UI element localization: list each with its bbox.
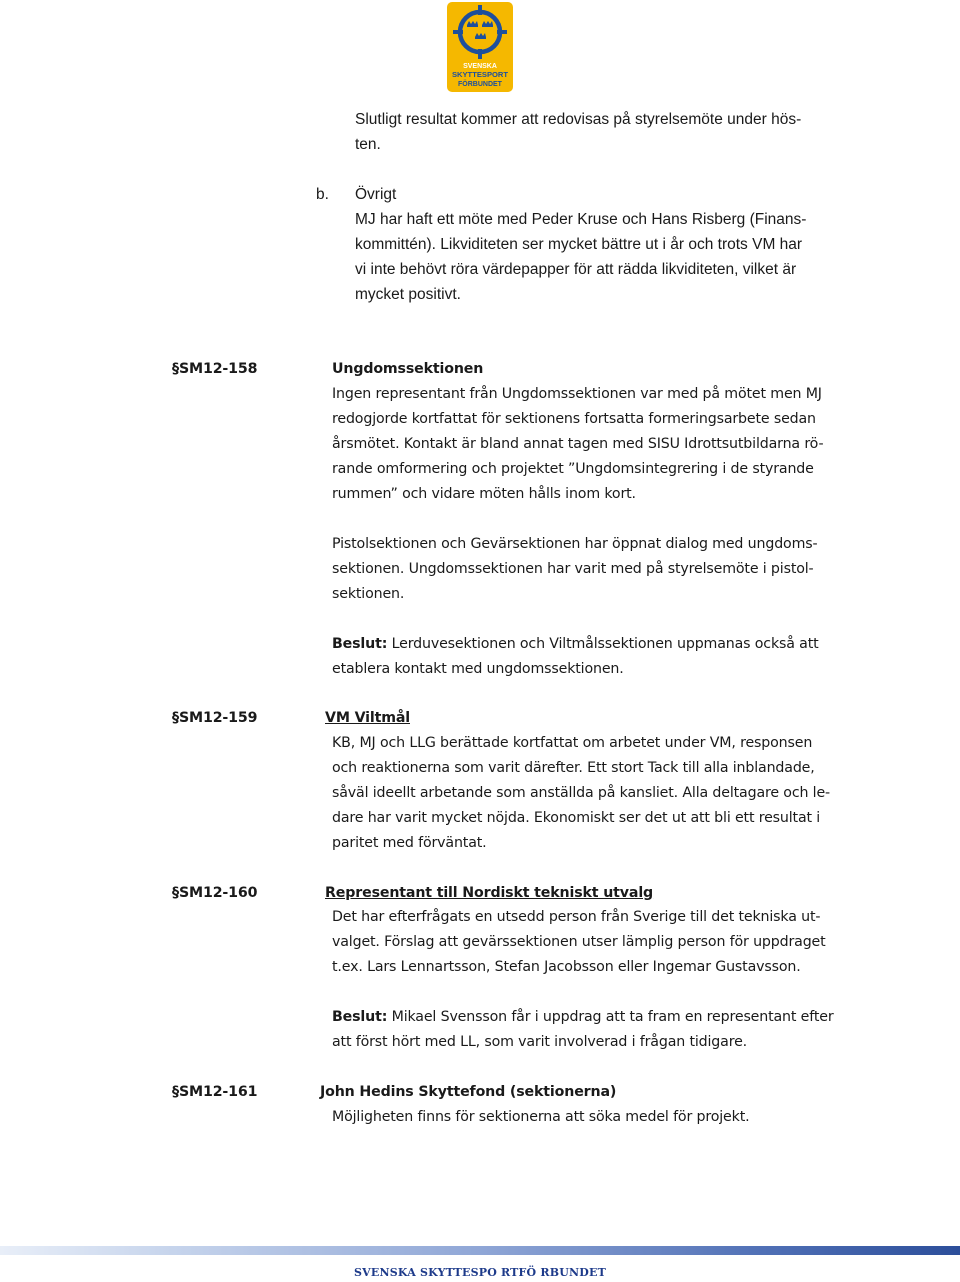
paragraph-line: KB, MJ och LLG berättade kortfattat om arbetet under VM, responsen (332, 735, 813, 751)
paragraph-line: sektionen. (332, 586, 405, 602)
paragraph-line: dare har varit mycket nöjda. Ekonomiskt ser det ut att bli ett resultat i (332, 810, 821, 826)
ovrigt-line-3: vi inte behövt röra värdepapper för att rädda likviditeten, vilket är (355, 261, 797, 278)
decision-label: Beslut: (332, 1009, 388, 1025)
paragraph-line: Pistolsektionen och Gevärsektionen har öppnat dialog med ungdoms- (332, 536, 818, 552)
decision-line: etablera kontakt med ungdomssektionen. (332, 661, 624, 677)
decision-text: Lerduvesektionen och Viltmålssektionen uppmanas också att (387, 636, 819, 652)
decision-text: Mikael Svensson får i uppdrag att ta fram en representant efter (387, 1009, 834, 1025)
decision-line: att först hört med LL, som varit involverad i frågan tidigare. (332, 1034, 748, 1050)
paragraph-line: paritet med förväntat. (332, 835, 487, 851)
paragraph-line: Möjligheten finns för sektionerna att söka medel för projekt. (332, 1109, 750, 1125)
crosshair-right (497, 30, 507, 34)
ovrigt-heading: Övrigt (355, 186, 397, 203)
list-marker: b. (316, 186, 329, 203)
paragraph-line: Ingen representant från Ungdomssektionen var med på mötet men MJ (332, 386, 822, 402)
paragraph-line: sektionen. Ungdomssektionen har varit med på styrelsemöte i pistol- (332, 561, 814, 577)
section-title: John Hedins Skyttefond (sektionerna) (320, 1084, 617, 1100)
section-number: §SM12-159 (172, 710, 258, 726)
logo-line3: FÖRBUNDET (458, 81, 502, 88)
decision-label: Beslut: (332, 636, 388, 652)
logo-line1: SVENSKA (463, 63, 497, 70)
intro-line-2: ten. (355, 136, 381, 153)
section-number: §SM12-160 (172, 885, 258, 901)
section-title: Ungdomssektionen (332, 361, 484, 377)
paragraph-line: och reaktionerna som varit därefter. Ett stort Tack till alla inblandade, (332, 760, 815, 776)
section-title: VM Viltmål (325, 710, 410, 726)
paragraph-line: redogjorde kortfattat för sektionens fortsatta formeringsarbete sedan (332, 411, 816, 427)
footer-text: SVENSKA SKYTTESPO RTFÖ RBUNDET (354, 1266, 606, 1279)
crosshair-left (453, 30, 463, 34)
decision-line (332, 1005, 834, 1030)
paragraph-line: årsmötet. Kontakt är bland annat tagen med SISU Idrottsutbildarna rö- (332, 436, 824, 452)
paragraph-line: valget. Förslag att gevärssektionen utser lämplig person för uppdraget (332, 934, 826, 950)
ovrigt-line-4: mycket positivt. (355, 286, 461, 303)
paragraph-line: rummen” och vidare möten hålls inom kort. (332, 486, 636, 502)
logo-line2: SKYTTESPORT (451, 70, 509, 79)
section-title: Representant till Nordiskt tekniskt utvalg (325, 885, 654, 901)
section-number: §SM12-161 (172, 1084, 258, 1100)
paragraph-line: rande omformering och projektet ”Ungdomsintegrering i de styrande (332, 461, 814, 477)
paragraph-line: såväl ideellt arbetande som anställda på kansliet. Alla deltagare och le- (332, 785, 831, 801)
federation-logo (447, 2, 513, 92)
crosshair-top (478, 5, 482, 15)
paragraph-line: Det har efterfrågats en utsedd person från Sverige till det tekniska ut- (332, 909, 821, 925)
ovrigt-line-2: kommittén). Likviditeten ser mycket bättre ut i år och trots VM har (355, 236, 803, 253)
footer-bar (0, 1246, 960, 1255)
section-number: §SM12-158 (172, 361, 258, 377)
decision-line (332, 632, 819, 657)
crosshair-bottom (478, 49, 482, 59)
ovrigt-line-1: MJ har haft ett möte med Peder Kruse och Hans Risberg (Finans- (355, 211, 807, 228)
paragraph-line: t.ex. Lars Lennartsson, Stefan Jacobsson eller Ingemar Gustavsson. (332, 959, 801, 975)
intro-line-1: Slutligt resultat kommer att redovisas på styrelsemöte under hös- (355, 111, 802, 128)
